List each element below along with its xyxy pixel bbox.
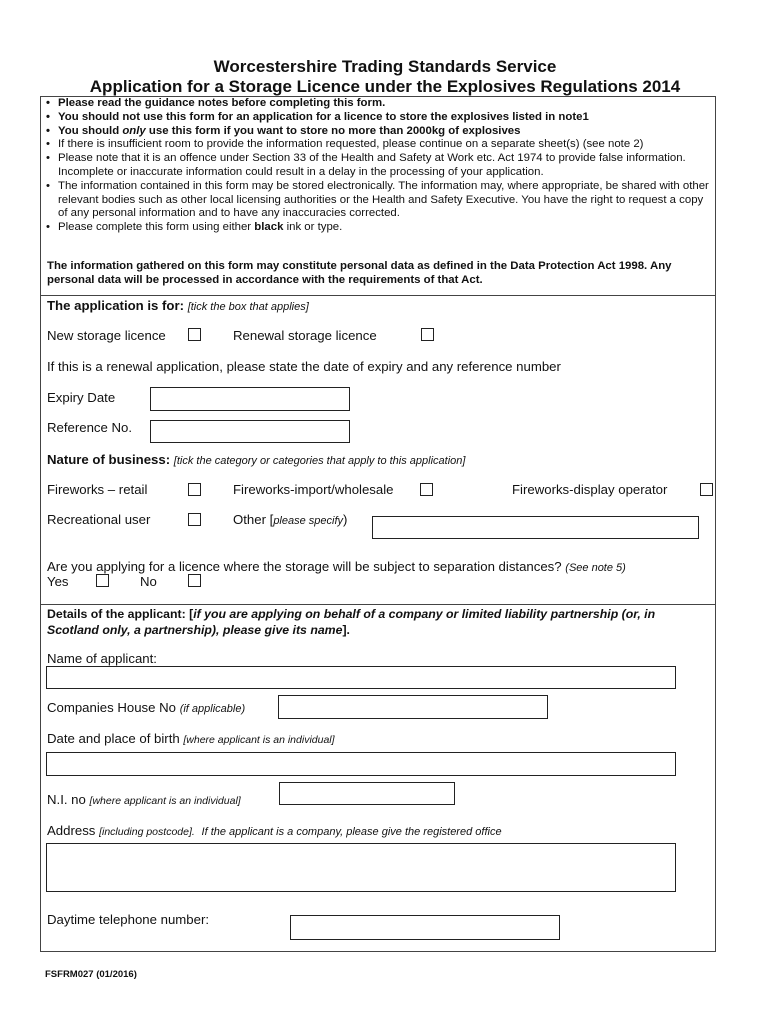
note-item: • If there is insufficient room to provide the information requested, please continue on a separate sheet(s) (see note 2) [44, 138, 712, 152]
separation-yes-checkbox[interactable] [96, 574, 109, 587]
address-label: Address [including postcode]. If the applicant is a company, please give the registered office [47, 823, 502, 838]
expiry-date-input[interactable] [150, 387, 350, 411]
ni-input[interactable] [279, 782, 455, 805]
form-title: Application for a Storage Licence under the Explosives Regulations 2014 [89, 77, 681, 96]
applicant-name-label: Name of applicant: [47, 651, 157, 666]
note-item: • Please read the guidance notes before completing this form. [44, 97, 712, 111]
application-heading: The application is for: [tick the box that applies] [47, 298, 309, 313]
other-label: Other [please specify) [233, 512, 348, 527]
new-licence-label: New storage licence [47, 328, 166, 343]
reference-label: Reference No. [47, 420, 133, 435]
note-item: • You should not use this form for an application for a licence to store the explosives listed in note1 [44, 111, 712, 125]
separation-yes-label: Yes [47, 574, 69, 589]
reference-input[interactable] [150, 420, 350, 443]
separation-no-label: No [140, 574, 157, 589]
fireworks-import-label: Fireworks-import/wholesale [233, 482, 394, 497]
note-item: • Please complete this form using either black ink or type. [44, 221, 712, 235]
fireworks-display-label: Fireworks-display operator [512, 482, 668, 497]
separation-no-checkbox[interactable] [188, 574, 201, 587]
fireworks-display-checkbox[interactable] [700, 483, 713, 496]
guidance-notes [44, 97, 712, 235]
data-protection-notice: The information gathered on this form may constitute personal data as defined in the Data Protection Act 1998. Any personal data will be processed in accordance with the requirements of that Act. [47, 260, 672, 286]
new-licence-checkbox[interactable] [188, 328, 201, 341]
companies-house-label: Companies House No (if applicable) [47, 700, 246, 715]
dob-label: Date and place of birth [where applicant is an individual] [47, 731, 335, 746]
org-title: Worcestershire Trading Standards Service [213, 57, 557, 76]
renewal-licence-checkbox[interactable] [421, 328, 434, 341]
business-heading: Nature of business: [tick the category or categories that apply to this application] [47, 452, 466, 467]
applicant-name-input[interactable] [46, 666, 676, 689]
renewal-note: If this is a renewal application, please state the date of expiry and any reference number [47, 359, 561, 374]
separation-question: Are you applying for a licence where the storage will be subject to separation distances? (See note 5) [47, 559, 626, 574]
renewal-licence-label: Renewal storage licence [233, 328, 377, 343]
phone-label: Daytime telephone number: [47, 912, 210, 927]
note-item: • Please note that it is an offence under Section 33 of the Health and Safety at Work etc. Act 1974 to provide false information. Incomplete or inaccurate information could result in a delay in the processing of your application. [44, 152, 712, 180]
other-specify-input[interactable] [372, 516, 699, 539]
address-input[interactable] [46, 843, 676, 892]
fireworks-retail-checkbox[interactable] [188, 483, 201, 496]
ni-label: N.I. no [where applicant is an individual] [47, 792, 241, 807]
phone-input[interactable] [290, 915, 560, 940]
note-item: • The information contained in this form may be stored electronically. The information may, where appropriate, be shared with other relevant bodies such as other local licensing authorities or the Health and Safety Executive. You have the right to request a copy of any personal information and to have any inaccuracies corrected. [44, 180, 712, 221]
expiry-date-label: Expiry Date [47, 390, 116, 405]
fireworks-import-checkbox[interactable] [420, 483, 433, 496]
note-item: • You should only use this form if you want to store no more than 2000kg of explosives [44, 125, 712, 139]
fireworks-retail-label: Fireworks – retail [47, 482, 148, 497]
form-code: FSFRM027 (01/2016) [45, 969, 137, 980]
companies-house-input[interactable] [278, 695, 548, 719]
recreational-checkbox[interactable] [188, 513, 201, 526]
applicant-heading: Details of the applicant: [if you are applying on behalf of a company or limited liability partnership (or, in Scotland only, a partnership), please give its name]. [47, 607, 656, 637]
recreational-label: Recreational user [47, 512, 151, 527]
dob-input[interactable] [46, 752, 676, 776]
